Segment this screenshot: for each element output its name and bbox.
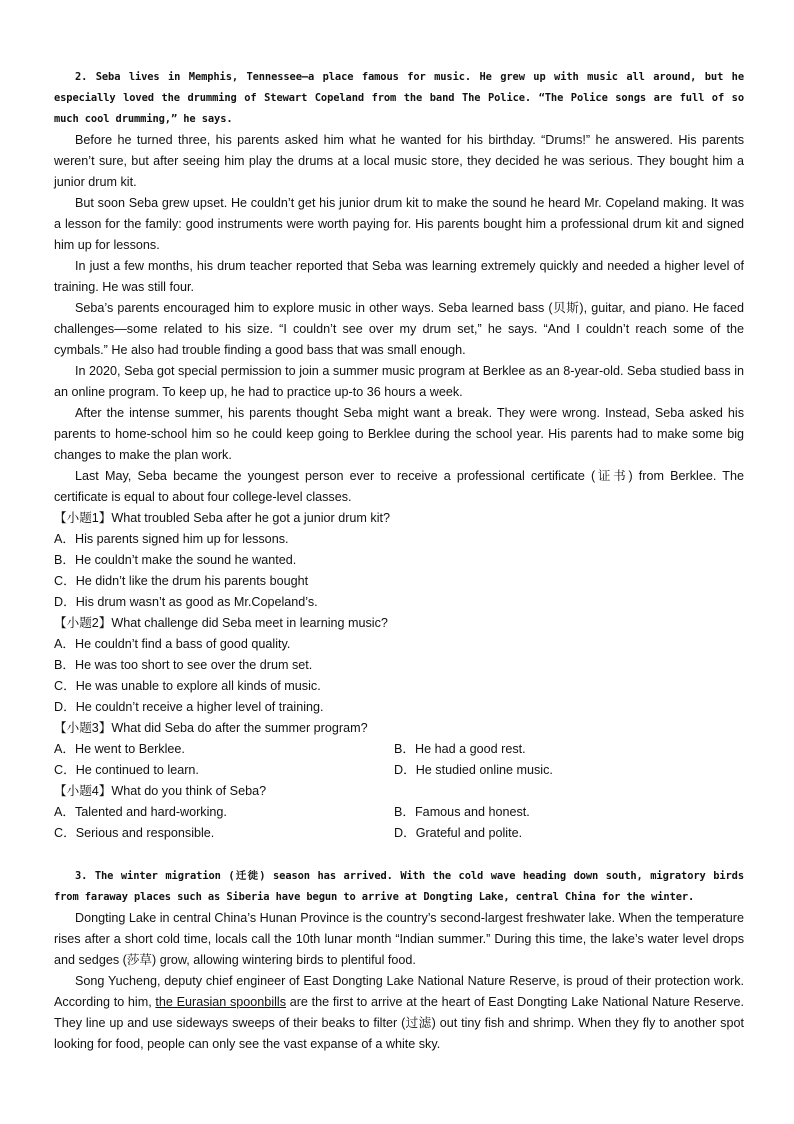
passage2-paragraph: But soon Seba grew upset. He couldn’t get his junior drum kit to make the sound he heard Mr. Copeland making. It was a lesson for the family: good instruments were worth paying for. His parents bought him a professional drum kit and signed him up for lessons.: [54, 196, 744, 252]
text-span: are the first to arrive at the heart of East Dongting Lake National Nature Reserve. They line up and use sideways sweeps of their beaks to filter (过滤) out tiny fish and shrimp. When they fly to another spot looking for food, people can only see the vast expanse of a white sky.: [54, 995, 745, 1051]
question-3: [54, 718, 744, 781]
option-a: A．His parents signed him up for lessons.: [54, 532, 289, 546]
option-c: C．He didn’t like the drum his parents bought: [54, 574, 309, 588]
question-stem: 【小题4】What do you think of Seba?: [54, 784, 267, 798]
option-d: D．Grateful and polite.: [394, 826, 523, 840]
document-page: [54, 67, 744, 1055]
question-4: [54, 781, 744, 844]
passage2-paragraph: In 2020, Seba got special permission to join a summer music program at Berklee as an 8-year-old. Seba studied bass in an online program. To keep up, he had to practice up-to 36 hours a week.: [54, 364, 744, 399]
option-a: A．He couldn’t find a bass of good quality.: [54, 637, 291, 651]
option-c: C．He was unable to explore all kinds of music.: [54, 679, 321, 693]
passage2-intro: 2. Seba lives in Memphis, Tennessee—a place famous for music. He grew up with music all around, but he especially loved the drumming of Stewart Copeland from the band The Police. “The Police songs are full of so much cool drumming,” he says.: [54, 71, 744, 125]
passage2-paragraph: Before he turned three, his parents asked him what he wanted for his birthday. “Drums!” he answered. His parents weren’t sure, but after seeing him play the drums at a local music store, they decided he was serious. They bought him a junior drum kit.: [54, 133, 744, 189]
option-b: B．He was too short to see over the drum set.: [54, 658, 313, 672]
option-a: A．He went to Berklee.: [54, 742, 185, 756]
options-row: [54, 802, 744, 823]
underlined-phrase: the Eurasian spoonbills: [155, 995, 287, 1009]
text-span: Song Yucheng, deputy chief engineer of East Dongting Lake National Nature Reserve, is proud of their protection work. According to him,: [54, 974, 744, 1009]
passage3-intro: 3. The winter migration (迁徙) season has arrived. With the cold wave heading down south, migratory birds from faraway places such as Siberia have begun to arrive at Dongting Lake, central China for the winter.: [54, 870, 744, 903]
passage3-paragraph: Dongting Lake in central China’s Hunan Province is the country’s second-largest freshwater lake. When the temperature rises after a short cold time, locals call the 10th lunar month “Indian summer.” During this time, the lake’s water level drops and sedges (莎草) grow, allowing wintering birds to plentiful food.: [54, 911, 744, 967]
question-stem: 【小题2】What challenge did Seba meet in learning music?: [54, 616, 388, 630]
passage3-paragraph: [54, 971, 744, 1055]
option-a: A．Talented and hard-working.: [54, 805, 227, 819]
passage2-paragraph: Seba’s parents encouraged him to explore music in other ways. Seba learned bass (贝斯), guitar, and piano. He faced challenges—some related to his size. “I couldn’t see over my drum set,” he says. “And I couldn’t reach some of the cymbals.” He also had trouble finding a good bass that was small enough.: [54, 301, 744, 357]
option-d: D．He studied online music.: [394, 763, 553, 777]
passage2-paragraph: In just a few months, his drum teacher reported that Seba was learning extremely quickly and needed a higher level of training. He was still four.: [54, 259, 744, 294]
question-1: [54, 508, 744, 613]
option-b: B．He couldn’t make the sound he wanted.: [54, 553, 297, 567]
option-d: D．He couldn’t receive a higher level of training.: [54, 700, 324, 714]
passage2-paragraph: Last May, Seba became the youngest person ever to receive a professional certificate (证书) from Berklee. The certificate is equal to about four college-level classes.: [54, 469, 744, 504]
options-row: [54, 760, 744, 781]
options-row: [54, 823, 744, 844]
section-spacer: [54, 844, 744, 866]
option-d: D．His drum wasn’t as good as Mr.Copeland’s.: [54, 595, 318, 609]
passage2-paragraph: After the intense summer, his parents thought Seba might want a break. They were wrong. Instead, Seba asked his parents to home-school him so he could keep going to Berklee during the school year. His parents had to make some big changes to make the plan work.: [54, 406, 744, 462]
question-2: [54, 613, 744, 718]
options-row: [54, 739, 744, 760]
question-stem: 【小题3】What did Seba do after the summer program?: [54, 721, 368, 735]
option-c: C．He continued to learn.: [54, 763, 199, 777]
option-b: B．Famous and honest.: [394, 805, 530, 819]
option-b: B．He had a good rest.: [394, 742, 526, 756]
question-stem: 【小题1】What troubled Seba after he got a junior drum kit?: [54, 511, 390, 525]
option-c: C．Serious and responsible.: [54, 826, 215, 840]
